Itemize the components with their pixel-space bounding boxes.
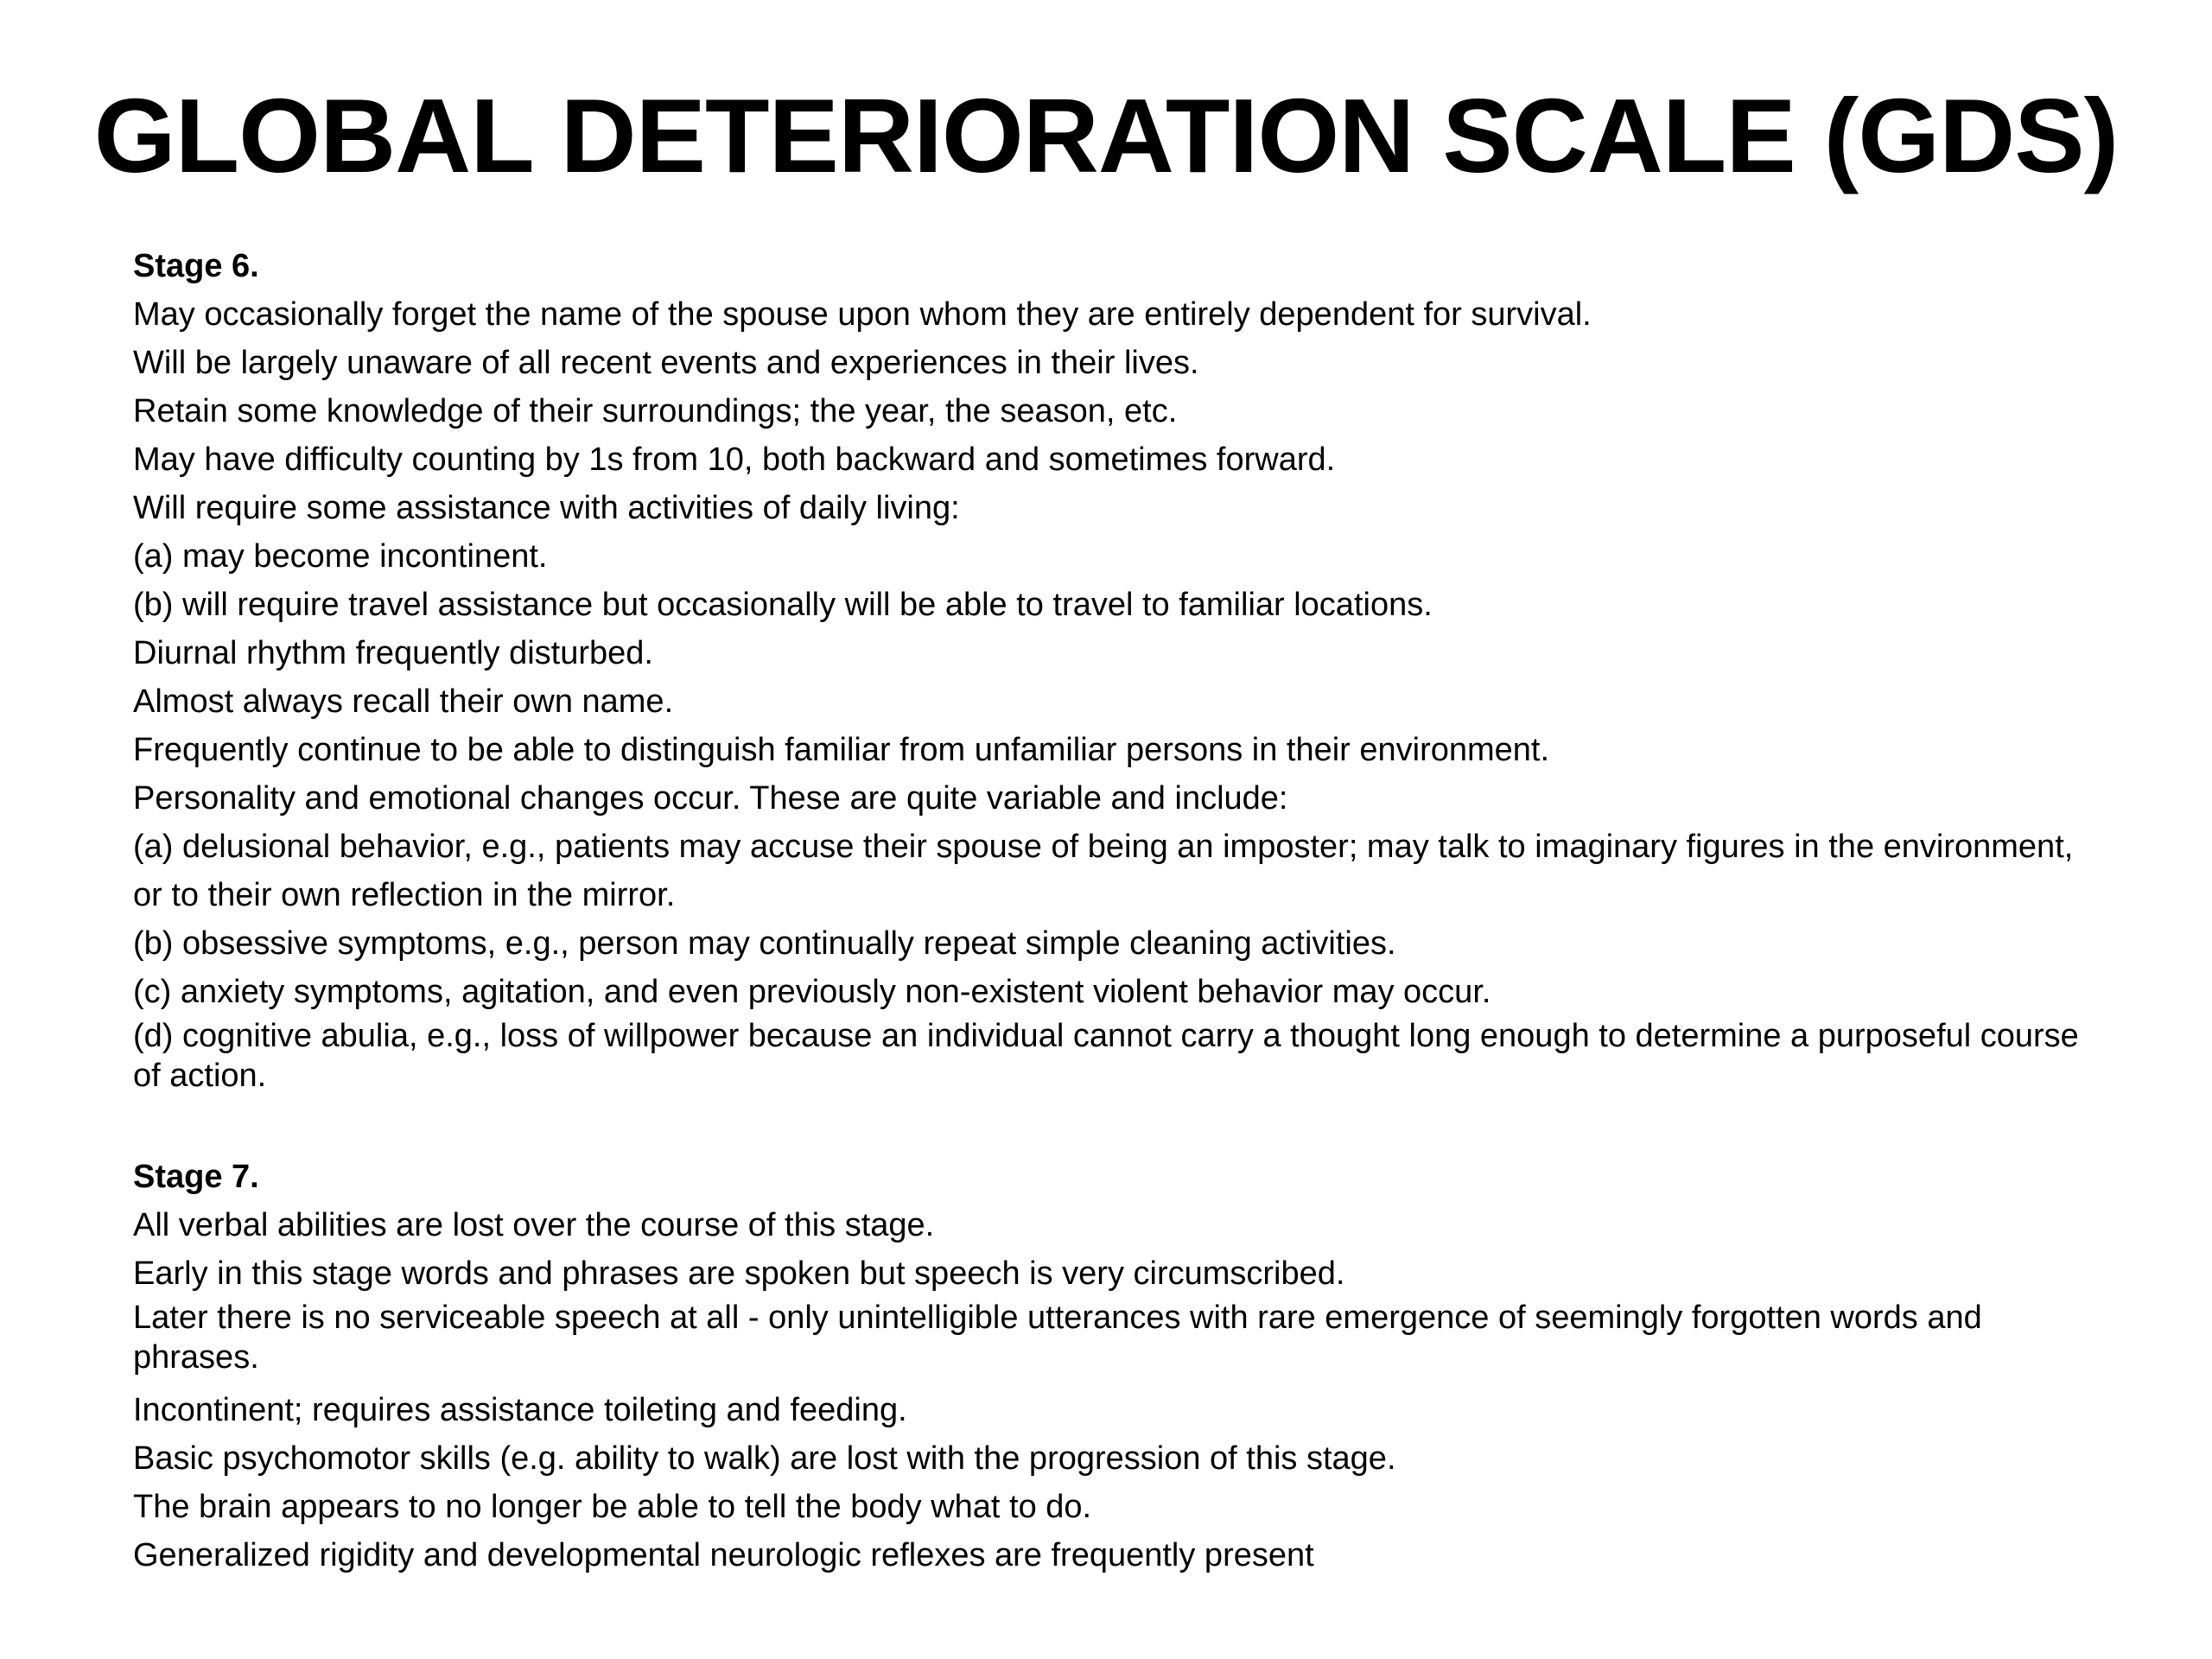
stage-6-line: Will be largely unaware of all recent events and experiences in their lives. [133, 345, 1199, 381]
stage-7-line: All verbal abilities are lost over the course of this stage. [133, 1207, 935, 1243]
stage-6-line: Personality and emotional changes occur. These are quite variable and include: [133, 780, 1288, 817]
stage-7-line: Basic psychomotor skills (e.g. ability to walk) are lost with the progression of this stage. [133, 1440, 1396, 1477]
stage-7-line: Incontinent; requires assistance toileting and feeding. [133, 1392, 907, 1428]
stage-6-line: Almost always recall their own name. [133, 683, 674, 720]
stage-7-heading: Stage 7. [133, 1159, 259, 1195]
slide-body [133, 242, 2103, 1580]
stage-7-line: Early in this stage words and phrases are spoken but speech is very circumscribed. [133, 1255, 1345, 1292]
stage-6-line: Frequently continue to be able to distinguish familiar from unfamiliar persons in their environment. [133, 732, 1550, 768]
stage-6-section [133, 242, 2103, 1104]
page-title: GLOBAL DETERIORATION SCALE (GDS) [93, 77, 2119, 194]
stage-6-heading: Stage 6. [133, 248, 259, 284]
stage-6-line: (b) obsessive symptoms, e.g., person may continually repeat simple cleaning activities. [133, 925, 1396, 962]
stage-6-line: May occasionally forget the name of the spouse upon whom they are entirely dependent for survival. [133, 296, 1592, 333]
stage-7-section [133, 1153, 2103, 1580]
stage-6-line: Will require some assistance with activities of daily living: [133, 490, 960, 526]
stage-6-line: (a) delusional behavior, e.g., patients may accuse their spouse of being an imposter; may talk to imaginary figures in the environment, or to their own reflection in the mirror. [133, 829, 2074, 913]
stage-7-list [133, 1201, 2103, 1580]
stage-6-line: Retain some knowledge of their surroundings; the year, the season, etc. [133, 393, 1178, 429]
stage-6-line: (c) anxiety symptoms, agitation, and even previously non-existent violent behavior may occur. [133, 974, 1491, 1010]
stage-7-line: Later there is no serviceable speech at all - only unintelligible utterances with rare emergence of seemingly forgotten words and phrases. [133, 1300, 1982, 1376]
stage-7-line: Generalized rigidity and developmental neurologic reflexes are frequently present [133, 1537, 1314, 1573]
stage-6-list [133, 290, 2103, 1104]
stage-6-line: May have difficulty counting by 1s from 10, both backward and sometimes forward. [133, 442, 1336, 478]
stage-6-line: Diurnal rhythm frequently disturbed. [133, 635, 653, 671]
stage-6-line: (d) cognitive abulia, e.g., loss of willpower because an individual cannot carry a thought long enough to determine a purposeful course of action. [133, 1018, 2079, 1094]
stage-6-line: (a) may become incontinent. [133, 538, 548, 575]
stage-7-line: The brain appears to no longer be able to tell the body what to do. [133, 1489, 1092, 1525]
stage-6-line: (b) will require travel assistance but occasionally will be able to travel to familiar locations. [133, 587, 1433, 623]
